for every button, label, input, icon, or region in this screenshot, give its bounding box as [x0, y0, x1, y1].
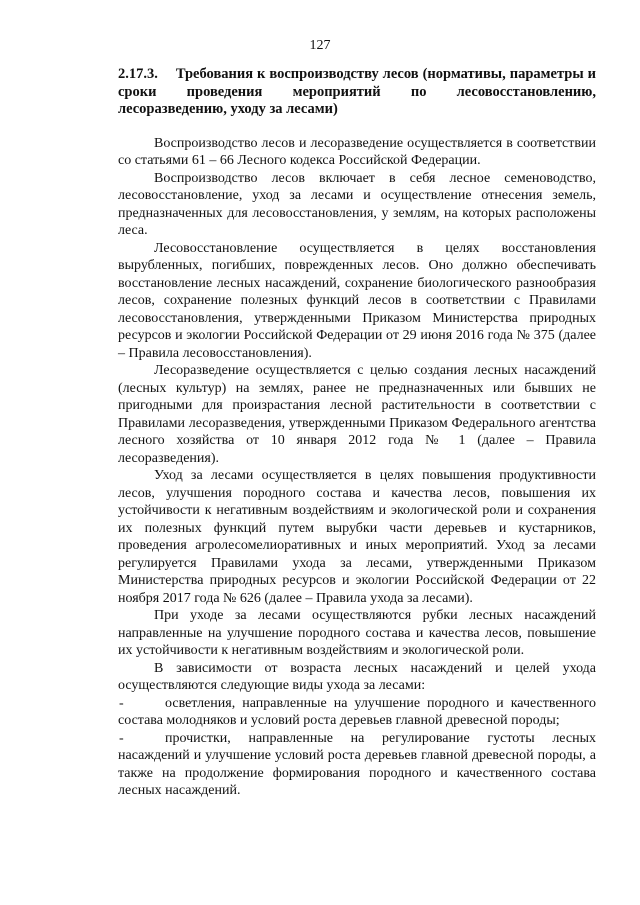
- list-item: [118, 730, 596, 800]
- page-content: [118, 66, 596, 800]
- paragraph: Лесоразведение осуществляется с целью создания лесных насаждений (лесных культур) на землях, ранее не предназначенных или бывших не пригодными для произрастания лесной растительности в соответствии с Правилами лесоразведения, утвержденными Приказом Федерального агентства лесного хозяйства от 10 января 2012 года № 1 (далее – Правила лесоразведения).: [118, 363, 596, 466]
- list-marker: -: [119, 695, 124, 711]
- paragraph: Воспроизводство лесов и лесоразведение осуществляется в соответствии со статьями 61 – 66 Лесного кодекса Российской Федерации.: [118, 135, 596, 168]
- section-number: 2.17.3.: [118, 66, 158, 82]
- list-item-text: прочистки, направленные на регулирование густоты лесных насаждений и улучшение условий роста деревьев главной древесной породы, а также на продолжение формирования породного и качественного состава лесных насаждений.: [118, 730, 596, 798]
- paragraph: Воспроизводство лесов включает в себя лесное семеноводство, лесовосстановление, уход за лесами и осуществление отнесения земель, предназначенных для лесовосстановления, у землям, на которых расположены леса.: [118, 170, 596, 238]
- paragraph: При уходе за лесами осуществляются рубки лесных насаждений направленные на улучшение породного состава и качества лесов, повышение их устойчивости к негативным воздействиям и экологической роли.: [118, 608, 596, 658]
- paragraph: Уход за лесами осуществляется в целях повышения продуктивности лесов, улучшения породного состава и качества лесов, повышения их устойчивости к негативным воздействиям и экологической роли и сохранения их полезных функций путем вырубки части деревьев и кустарников, проведения агролесомелиоративных и иных мероприятий. Уход за лесами регулируется Правилами ухода за лесами, утвержденными Приказом Министерства природных ресурсов и экологии Российской Федерации от 22 ноября 2017 года № 626 (далее – Правила ухода за лесами).: [118, 468, 596, 606]
- paragraph: В зависимости от возраста лесных насаждений и целей ухода осуществляются следующие виды ухода за лесами:: [118, 660, 596, 693]
- list-item-text: осветления, направленные на улучшение породного и качественного состава молодняков и условий роста деревьев главной древесной породы;: [118, 695, 596, 728]
- section-title: Требования к воспроизводству лесов (нормативы, параметры и сроки проведения мероприятий по лесовосстановлению, лесоразведению, уходу за лесами): [118, 66, 596, 117]
- page-number: 127: [309, 38, 331, 53]
- list-item: [118, 695, 596, 730]
- list-marker: -: [119, 730, 124, 746]
- section-heading: [118, 66, 596, 119]
- paragraph: Лесовосстановление осуществляется в целях восстановления вырубленных, погибших, поврежденных лесов. Оно должно обеспечивать восстановление лесных насаждений, сохранение биологического разнообразия лесов, сохранение полезных функций лесов в соответствии с Правилами лесовосстановления, утвержденными Приказом Министерства природных ресурсов и экологии Российской Федерации от 29 июня 2016 года № 375 (далее – Правила лесовосстановления).: [118, 240, 596, 361]
